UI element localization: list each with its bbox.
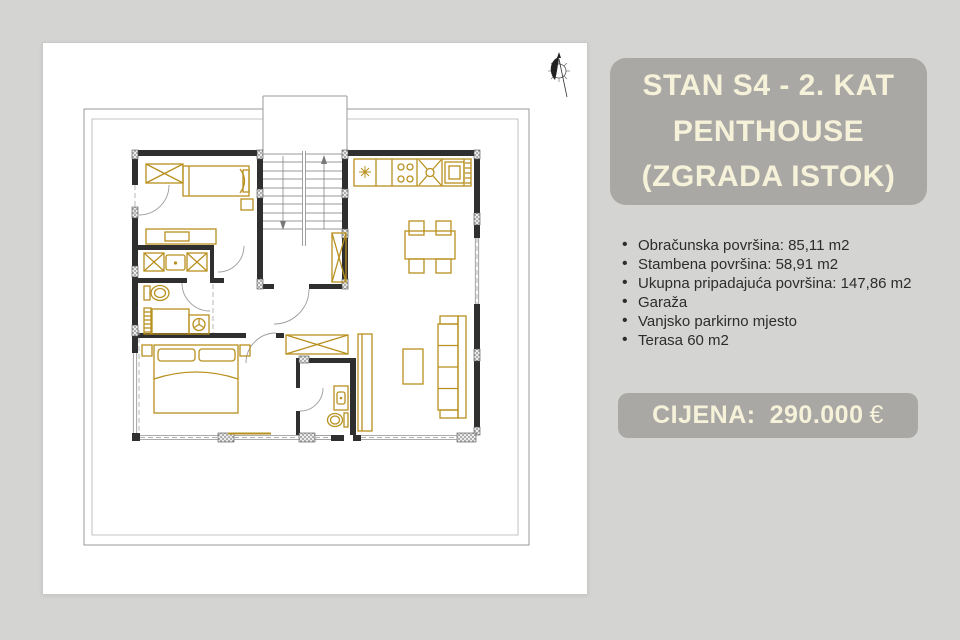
details-list [622, 238, 944, 352]
nightstand-icon [241, 199, 253, 210]
wardrobe-icon [286, 335, 348, 354]
door-swing [218, 246, 244, 272]
stove-icon [398, 164, 413, 182]
bathtub-icon [152, 309, 189, 334]
wall-piers [132, 150, 480, 442]
sofa-icon [438, 316, 466, 418]
radiator-icon [144, 308, 151, 334]
furniture [142, 159, 471, 435]
bathroom-cabinet-icon [144, 253, 207, 271]
title-line-1: STAN S4 - 2. KAT [642, 69, 895, 102]
entry-door-swing [274, 289, 309, 324]
walls [132, 150, 480, 441]
price-amount: 290.000 [769, 401, 864, 429]
boiler-icon [359, 166, 371, 178]
stairs [263, 151, 342, 246]
single-bed-icon [183, 166, 253, 210]
dresser-icon [146, 229, 216, 244]
wardrobe-icon [146, 164, 183, 183]
double-bed-icon [142, 345, 250, 413]
title-line-2: PENTHOUSE [672, 114, 865, 148]
list-item: • Stambena površina: 58,91 m2 [622, 257, 944, 273]
list-item: • Terasa 60 m2 [622, 333, 944, 349]
door-swing [300, 388, 323, 411]
shelves-icon [465, 163, 471, 183]
price-label: CIJENA: [652, 401, 756, 429]
floor-plan-drawing [43, 43, 589, 596]
list-item: • Vanjsko parkirno mjesto [622, 314, 944, 330]
coffee-table-icon [403, 349, 423, 384]
toilet-icon [328, 413, 349, 427]
price-currency: € [869, 401, 884, 429]
north-compass-icon [548, 52, 570, 97]
dining-table-icon [405, 221, 455, 273]
stair-direction-arrows [280, 155, 327, 230]
floorplan-sheet [42, 42, 588, 595]
terrace-threshold [228, 433, 271, 435]
washing-machine-icon [189, 315, 209, 334]
door-swing [182, 283, 210, 311]
list-item: • Ukupna pripadajuća površina: 147,86 m2 [622, 276, 944, 292]
nightstand-icon [142, 345, 152, 356]
price-box [618, 393, 918, 438]
title-box [610, 58, 927, 205]
terrace-dashed-lines [135, 185, 477, 438]
door-swing [139, 185, 169, 215]
kitchen-counter [354, 159, 471, 186]
sink-icon [419, 160, 441, 185]
title-line-3: (ZGRADA ISTOK) [641, 160, 896, 193]
tv-sideboard-icon [358, 334, 372, 431]
list-item: • Obračunska površina: 85,11 m2 [622, 238, 944, 254]
washbasin-icon [334, 386, 348, 410]
toilet-icon [144, 286, 169, 301]
fridge-icon [445, 162, 464, 183]
list-item: • Garaža [622, 295, 944, 311]
